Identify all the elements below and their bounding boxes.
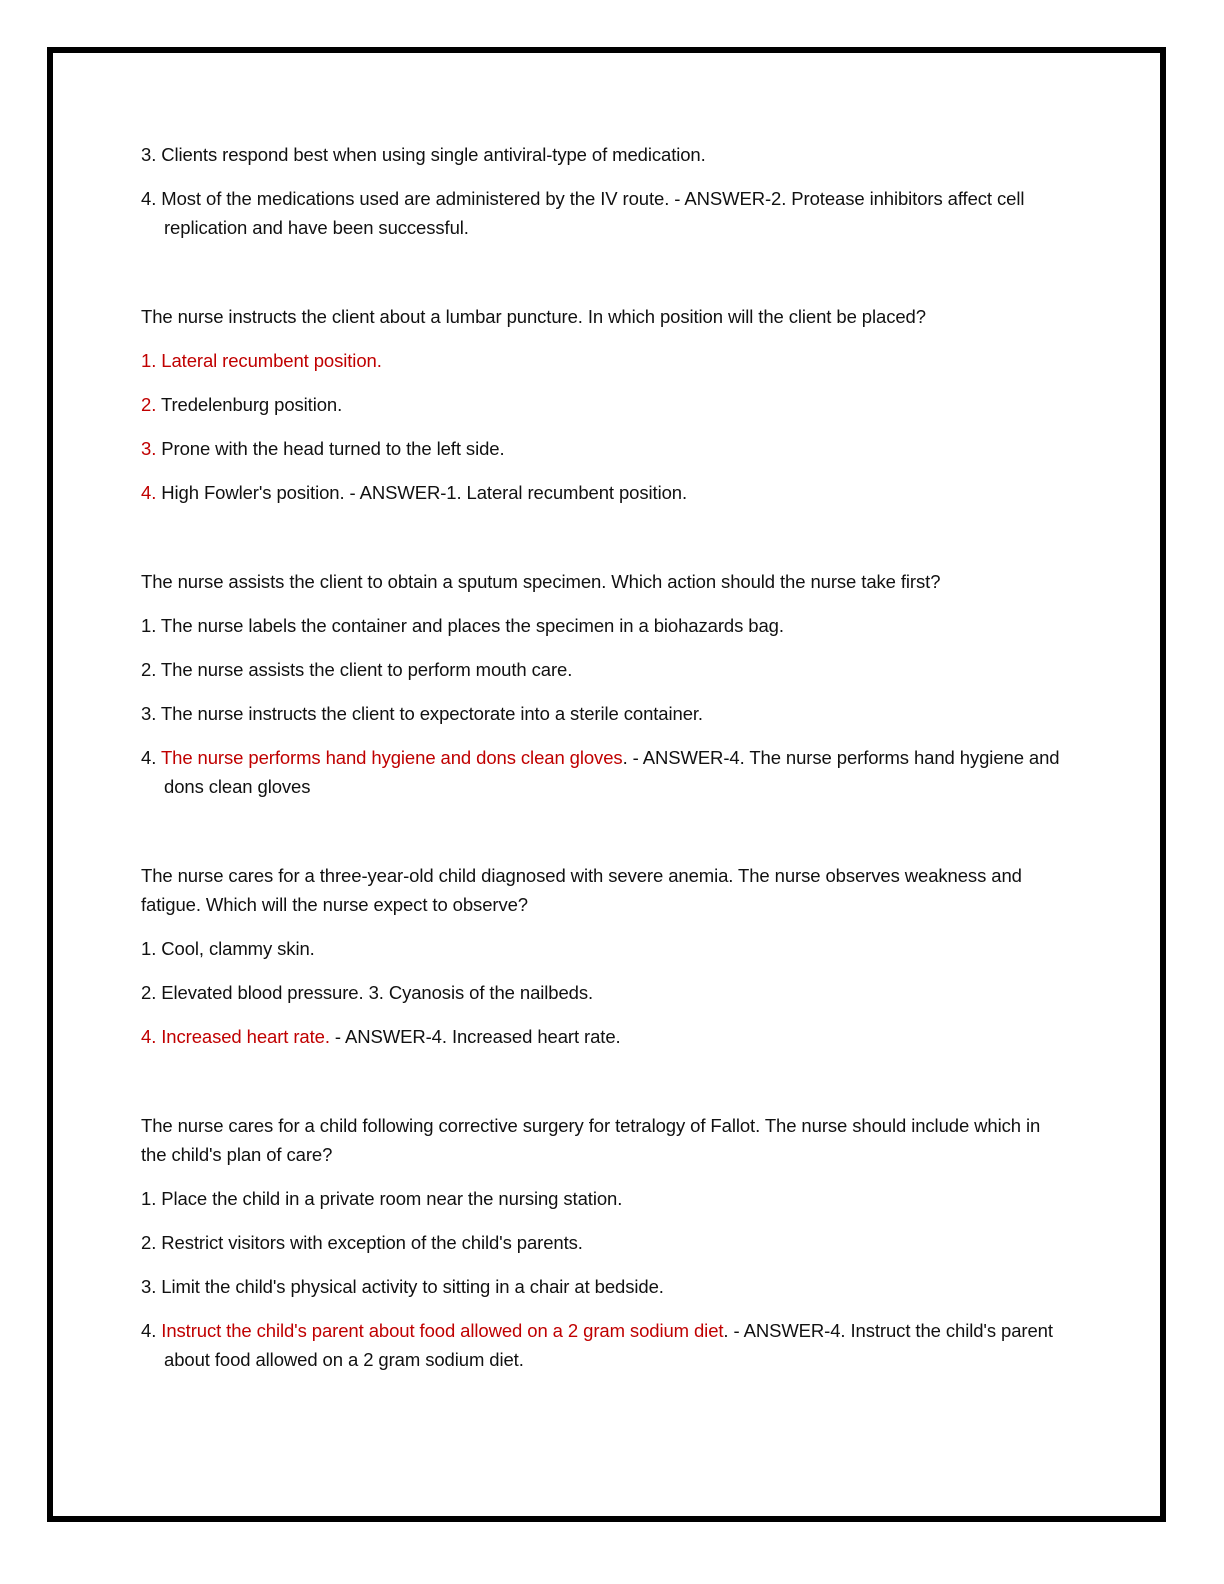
- option-4: 4. Instruct the child's parent about food allowed on a 2 gram sodium diet. - ANSWER-4. Instruct the child's parent about food allowed on a 2 gram sodium diet.: [141, 1320, 1053, 1370]
- option-2: 2. Restrict visitors with exception of the child's parents.: [141, 1232, 583, 1253]
- option-1: 1. The nurse labels the container and places the specimen in a biohazards bag.: [141, 615, 784, 636]
- option-1: 1. Place the child in a private room near the nursing station.: [141, 1188, 623, 1209]
- option-1: 1. Cool, clammy skin.: [141, 938, 315, 959]
- option-2: 2. Tredelenburg position.: [141, 394, 343, 415]
- document-body: [141, 140, 1061, 1389]
- option-3: 3. Limit the child's physical activity to sitting in a chair at bedside.: [141, 1276, 664, 1297]
- option-1-correct: 1. Lateral recumbent position.: [141, 350, 382, 371]
- option-4: 4. Increased heart rate. - ANSWER-4. Increased heart rate.: [141, 1026, 621, 1047]
- question-tetralogy-of-fallot: The nurse cares for a child following corrective surgery for tetralogy of Fallot. The nurse should include which in the child's plan of care?: [141, 1115, 1041, 1165]
- option-2-3: 2. Elevated blood pressure. 3. Cyanosis of the nailbeds.: [141, 982, 594, 1003]
- question-sputum-specimen: The nurse assists the client to obtain a sputum specimen. Which action should the nurse take first?: [141, 571, 941, 592]
- option-3: 3. Clients respond best when using single antiviral-type of medication.: [141, 144, 706, 165]
- option-2: 2. The nurse assists the client to perform mouth care.: [141, 659, 573, 680]
- option-4: 4. High Fowler's position. - ANSWER-1. Lateral recumbent position.: [141, 482, 688, 503]
- option-3: 3. The nurse instructs the client to expectorate into a sterile container.: [141, 703, 703, 724]
- option-3: 3. Prone with the head turned to the left side.: [141, 438, 505, 459]
- option-4: 4. Most of the medications used are administered by the IV route. - ANSWER-2. Protease inhibitors affect cell replication and have been successful.: [141, 188, 1025, 238]
- question-severe-anemia: The nurse cares for a three-year-old child diagnosed with severe anemia. The nurse observes weakness and fatigue. Which will the nurse expect to observe?: [141, 865, 1022, 915]
- question-lumbar-puncture: The nurse instructs the client about a lumbar puncture. In which position will the client be placed?: [141, 306, 926, 327]
- option-4: 4. The nurse performs hand hygiene and dons clean gloves. - ANSWER-4. The nurse performs hand hygiene and dons clean gloves: [141, 747, 1060, 797]
